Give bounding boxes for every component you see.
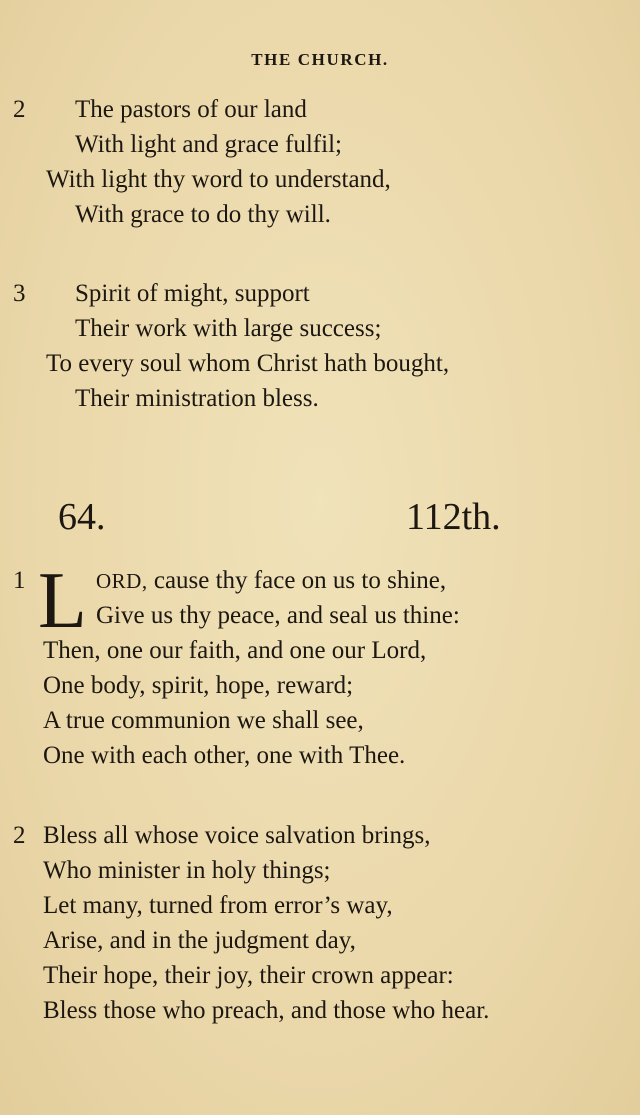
verse-number: 2 bbox=[13, 96, 26, 123]
verse-line: Spirit of might, support bbox=[75, 280, 310, 307]
verse-line: Their hope, their joy, their crown appear: bbox=[43, 962, 454, 989]
verse-line: Who minister in holy things; bbox=[43, 857, 331, 884]
verse-number: 2 bbox=[13, 822, 26, 849]
verse-line: With light and grace fulfil; bbox=[75, 131, 342, 158]
verse-line: With light thy word to understand, bbox=[46, 166, 391, 193]
drop-cap: L bbox=[38, 557, 87, 645]
verse-line: With grace to do thy will. bbox=[75, 201, 331, 228]
verse-first-line bbox=[96, 563, 446, 599]
verse-line: A true communion we shall see, bbox=[43, 707, 364, 734]
running-head: THE CHURCH. bbox=[251, 50, 389, 69]
hymn-number: 64. bbox=[58, 496, 106, 538]
verse-number: 1 bbox=[13, 567, 26, 594]
verse-line: The pastors of our land bbox=[75, 96, 307, 123]
verse-line: To every soul whom Christ hath bought, bbox=[46, 350, 450, 377]
hymn-tune: 112th. bbox=[406, 496, 501, 538]
verse-line: One body, spirit, hope, reward; bbox=[43, 672, 354, 699]
first-line-rest: cause thy face on us to shine, bbox=[147, 567, 447, 594]
verse-line: One with each other, one with Thee. bbox=[43, 742, 406, 769]
verse-line: Let many, turned from error’s way, bbox=[43, 892, 393, 919]
verse-line: Give us thy peace, and seal us thine: bbox=[96, 602, 460, 629]
first-word-caps: ORD, bbox=[96, 569, 148, 593]
verse-line: Bless all whose voice salvation brings, bbox=[43, 822, 431, 849]
verse-line: Bless those who preach, and those who hear. bbox=[43, 997, 490, 1024]
verse-line: Then, one our faith, and one our Lord, bbox=[43, 637, 427, 664]
verse-number: 3 bbox=[13, 280, 26, 307]
verse-line: Arise, and in the judgment day, bbox=[43, 927, 356, 954]
verse-line: Their ministration bless. bbox=[75, 385, 319, 412]
verse-line: Their work with large success; bbox=[75, 315, 382, 342]
